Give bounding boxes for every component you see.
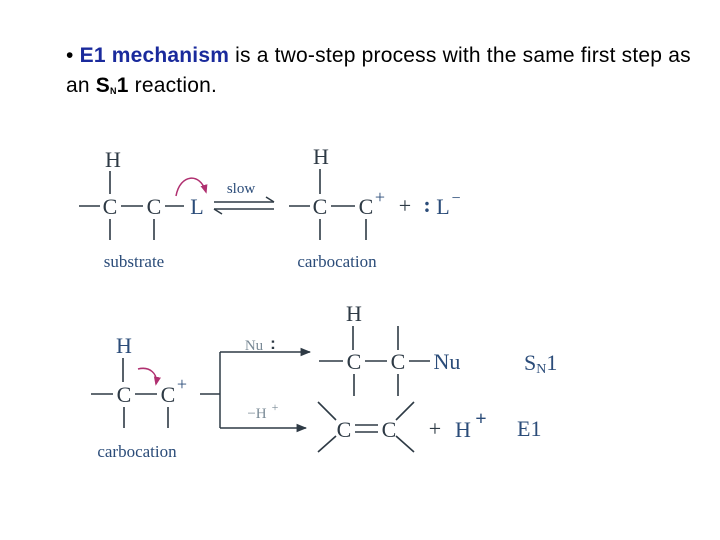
bond-line: [396, 436, 414, 452]
hydrogen-atom: H: [105, 147, 121, 172]
minus-h-label: −H: [247, 406, 267, 422]
hydrogen-atom: H: [116, 333, 132, 358]
negative-charge: −: [451, 190, 461, 207]
bullet-symbol: •: [66, 44, 74, 67]
curved-arrow-icon: [138, 368, 156, 384]
bond-line: [318, 436, 336, 452]
positive-charge: +: [374, 187, 386, 207]
carbon-atom: C: [358, 194, 374, 219]
e1-mechanism-term: E1 mechanism: [79, 44, 230, 67]
nucleophile-group: Nu: [433, 349, 461, 374]
carbon-atom: C: [146, 194, 162, 219]
nucleophile-label: Nu: [244, 338, 264, 354]
carbon-atom: C: [312, 194, 328, 219]
leaving-group-ion: L: [436, 194, 450, 219]
description-text-1: is a two-step process with the same first step as an: [66, 44, 691, 97]
carbon-atom: C: [336, 417, 352, 442]
positive-charge: +: [176, 374, 188, 394]
e1-pathway-label: E1: [517, 416, 542, 441]
hydrogen-atom: H: [346, 301, 362, 326]
carbocation-label-bottom: carbocation: [97, 442, 177, 461]
bond-line: [318, 402, 336, 420]
carbon-atom: C: [160, 382, 176, 407]
plus-sign: +: [398, 193, 412, 218]
carbon-atom: C: [390, 349, 406, 374]
hydrogen-atom: H: [313, 144, 329, 169]
leaving-group-atom: L: [190, 194, 204, 219]
slow-label: slow: [226, 181, 256, 197]
substrate-structure: [79, 147, 204, 240]
carbocation-label: carbocation: [297, 252, 377, 271]
carbocation-intermediate: [91, 333, 187, 428]
carbon-atom: C: [116, 382, 132, 407]
carbon-atom: C: [381, 417, 397, 442]
carbon-atom: C: [102, 194, 118, 219]
sn1-term: $S_N1$: [95, 74, 129, 97]
carbocation-structure: [289, 144, 461, 240]
description-text-2: reaction.: [128, 74, 217, 97]
sn1-pathway-label: SN1: [524, 350, 558, 377]
bond-line: [396, 402, 414, 420]
sn1-product-structure: [319, 301, 460, 396]
plus-sign: +: [428, 416, 442, 441]
minus-h-charge: +: [271, 400, 279, 414]
e1-alkene-structure: [318, 402, 487, 452]
lone-pair-colon: :: [423, 192, 431, 217]
carbon-atom: C: [346, 349, 362, 374]
substrate-label: substrate: [103, 252, 165, 271]
proton-charge: +: [475, 408, 487, 430]
nucleophile-colon: :: [270, 334, 276, 353]
proton: H: [455, 417, 471, 442]
equilibrium-arrows-icon: [214, 197, 274, 214]
